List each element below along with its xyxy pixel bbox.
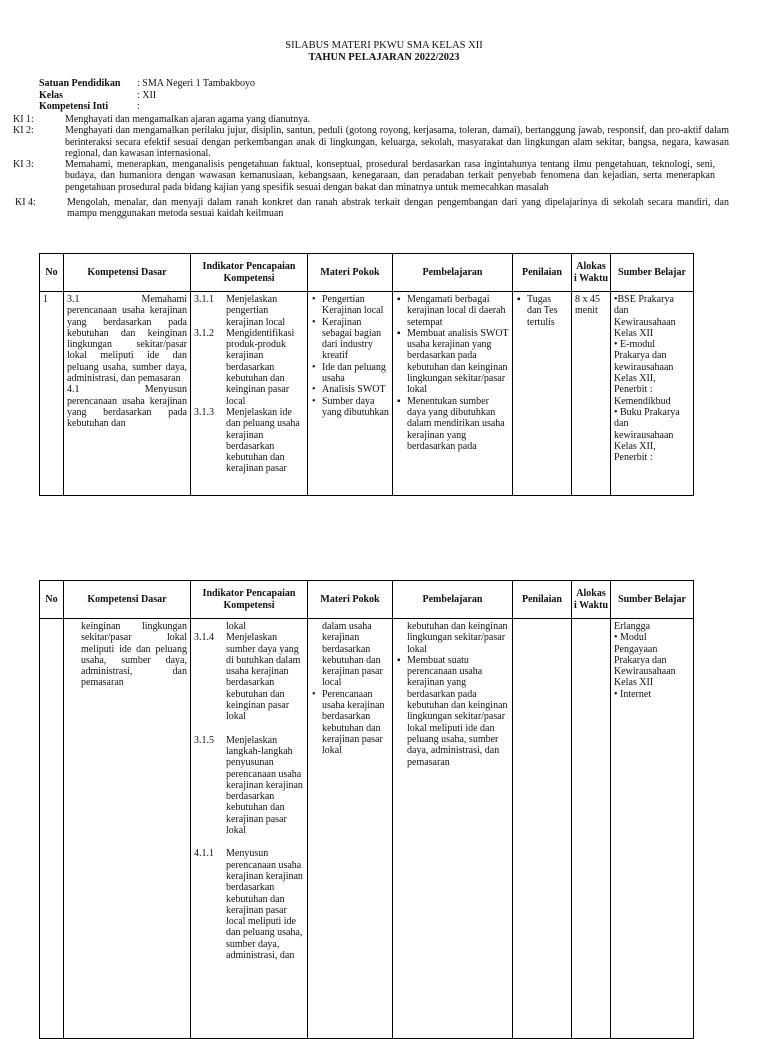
header-pembelajaran: Pembelajaran (393, 254, 513, 292)
indikator-item: 3.1.1 Menjelaskan pengertian kerajinan local (194, 294, 286, 328)
header-materi: Materi Pokok (308, 254, 393, 292)
pembelajaran-continuation: kebutuhan dan keinginan lingkungan sekitar/pasar lokal (407, 621, 508, 655)
document-title: SILABUS MATERI PKWU SMA KELAS XII (285, 40, 483, 51)
table-header-row (40, 254, 694, 292)
cell-sumber (611, 292, 694, 496)
header-no: No (40, 254, 64, 292)
cell-kd (64, 619, 191, 1039)
cell-indikator (191, 619, 308, 1039)
list-item: • Pengertian Kerajinan local (322, 294, 389, 317)
header-sumber: Sumber Belajar (611, 581, 694, 619)
materi-list (311, 689, 389, 757)
cell-sumber (611, 619, 694, 1039)
document-subtitle: TAHUN PELAJARAN 2022/2023 (308, 52, 460, 63)
ki-2: KI 2: Menghayati dan mengamalkan perilaku jujur, disiplin, santun, peduli (gotong royong, kerjasama, toleran, damai), bertanggung jawab, responsif, dan pro-aktif dalam berinteraksi secara efektif sesuai dengan perkembangan anak di lingkungan, keluarga, sekolah, masyarakat dan lingkungan alam sekitar, bangsa, negara, kawasan regional, dan kawasan internasional. (13, 125, 729, 159)
satuan-label: Satuan Pendidikan (39, 78, 121, 89)
list-item: • Kerajinan sebagai bagian dari industry kreatif (322, 317, 389, 362)
sumber-item: • Buku Prakarya dan kewirausahaan Kelas XII, Penerbit : (614, 406, 680, 464)
indikator-item: 3.1.2 Mengidentifikasi produk-produk kerajinan berdasarkan kebutuhan dan keinginan pasar local (194, 327, 295, 407)
cell-pembelajaran (393, 619, 513, 1039)
kelas-value: : XII (137, 89, 157, 101)
cell-pembelajaran (393, 292, 513, 496)
indikator-item: 3.1.3 Menjelaskan ide dan peluang usaha kerajinan berdasarkan kebutuhan dan kerajinan pasar (194, 406, 300, 475)
indikator-item: 3.1.5 Menjelaskan langkah-langkah penyusunan perencanaan usaha kerajinan kerajinan berdasarkan kebutuhan dan kerajinan pasar lokal (194, 734, 303, 837)
cell-no (40, 619, 64, 1039)
sumber-item: • E-modul Prakarya dan kewirausahaan Kelas XII, Penerbit : Kemendikbud (614, 339, 674, 407)
penilaian-list (516, 294, 568, 328)
cell-kd (64, 292, 191, 496)
list-item: • Analisis SWOT (322, 384, 389, 395)
header-ipk: Indikator Pencapaian Kompetensi (191, 254, 308, 292)
table-row (40, 292, 694, 496)
kd-4-1: 4.1 Menyusun perencanaan usaha kerajinan yang berdasarkan pada kebutuhan dan (67, 384, 187, 430)
ki-label: Kompetensi Inti (39, 101, 109, 112)
cell-penilaian (513, 619, 572, 1039)
header-no: No (40, 581, 64, 619)
sumber-item: Erlangga (614, 621, 651, 632)
list-item: • Perencanaan usaha kerajinan berdasarkan kebutuhan dan kerajinan pasar lokal (322, 689, 389, 757)
indikator-continuation: lokal (226, 621, 246, 632)
ki-value: : (137, 101, 140, 112)
header-kd: Kompetensi Dasar (64, 581, 191, 619)
cell-alokasi (572, 619, 611, 1039)
header-penilaian: Penilaian (513, 581, 572, 619)
ki-4: KI 4: Mengolah, menalar, dan menyaji dalam ranah konkret dan ranah abstrak terkait dengan pengembangan dari yang dipelajarinya di sekolah secara mandiri, dan mampu menggunakan metoda sesuai kaidah keilmuan (15, 197, 729, 220)
ki-3: KI 3: Memahami, menerapkan, menganalisis pengetahuan faktual, konseptual, prosedural berdasarkan rasa ingintahunya tentang ilmu pengetahuan, teknologi, seni, budaya, dan humaniora dengan wawasan kemanusiaan, kebangsaan, kenegaraan, dan peradaban terkait penyebab fenomena dan kejadian, serta menerapkan pengetahuan prosedural pada bidang kajian yang spesifik sesuai dengan bakat dan minatnya untuk memecahkan masalah (13, 159, 715, 193)
header-kd: Kompetensi Dasar (64, 254, 191, 292)
table-header-row (40, 581, 694, 619)
kd-3-1: 3.1 Memahami perencanaan usaha kerajinan yang berdasarkan pada kebutuhan dan keinginan lingkungan sekitar/pasar lokal meliputi ide dan peluang usaha, sumber daya, administrasi, dan pemasaran (67, 294, 187, 385)
syllabus-table-2 (39, 580, 694, 1039)
cell-indikator (191, 292, 308, 496)
indikator-item: 4.1.1 Menyusun perencanaan usaha kerajinan kerajinan berdasarkan kebutuhan dan kerajinan pasar local meliputi ide dan peluang usaha, sumber daya, administrasi, dan (194, 848, 303, 962)
sumber-item: •BSE Prakarya dan Kewirausahaan Kelas XII (614, 294, 676, 339)
list-item: ▪ Mengamati berbagai kerajinan local di daerah setempat (407, 294, 509, 328)
list-item: ▪ Membuat analisis SWOT usaha kerajinan yang berdasarkan pada kebutuhan dan keinginan lingkungan sekitar/pasar lokal (407, 328, 509, 396)
cell-penilaian (513, 292, 572, 496)
ki-1: KI 1: Menghayati dan mengamalkan ajaran agama yang dianutnya. (13, 114, 311, 125)
materi-continuation: dalam usaha kerajinan berdasarkan kebutuhan dan kerajinan pasar local (322, 621, 383, 689)
header-alokasi: Alokas i Waktu (572, 254, 611, 292)
header-sumber: Sumber Belajar (611, 254, 694, 292)
sumber-item: • Modul Pengayaan Prakarya dan Kewirausahaan Kelas XII (614, 632, 676, 689)
ki-list (13, 114, 729, 220)
cell-alokasi: 8 x 45 menit (572, 292, 611, 496)
sumber-item: • Internet (614, 688, 652, 700)
indikator-item: 3.1.4 Menjelaskan sumber daya yang di butuhkan dalam usaha kerajinan berdasarkan kebutuhan dan keinginan pasar lokal (194, 632, 301, 723)
identity-block (39, 78, 255, 113)
satuan-value: : SMA Negeri 1 Tambakboyo (137, 78, 255, 89)
list-item: ▪ Tugas dan Tes tertulis (527, 294, 568, 328)
header-ipk: Indikator Pencapaian Kompetensi (191, 581, 308, 619)
syllabus-table-1 (39, 253, 694, 496)
kd-continuation: keinginan lingkungan sekitar/pasar lokal meliputi ide dan peluang usaha, sumber daya, administrasi, dan pemasaran (81, 621, 187, 689)
cell-materi (308, 619, 393, 1039)
list-item: ▪ Membuat suatu perencanaan usaha kerajinan yang berdasarkan pada kebutuhan dan keinginan lingkungan sekitar/pasar lokal meliputi ide dan peluang usaha, sumber daya, administrasi, dan pemasaran (407, 655, 509, 768)
table-row (40, 619, 694, 1039)
list-item: • Sumber daya yang dibutuhkan (322, 396, 389, 419)
pembelajaran-list (396, 294, 509, 452)
list-item: • Ide dan peluang usaha (322, 362, 389, 385)
list-item: ▪ Menentukan sumber daya yang dibutuhkan dalam mendirikan usaha kerajinan yang berdasarkan pada (407, 396, 509, 452)
header-alokasi: Alokas i Waktu (572, 581, 611, 619)
cell-no: 1 (40, 292, 64, 496)
materi-list (311, 294, 389, 418)
header-materi: Materi Pokok (308, 581, 393, 619)
header-penilaian: Penilaian (513, 254, 572, 292)
pembelajaran-list (396, 655, 509, 768)
header-pembelajaran: Pembelajaran (393, 581, 513, 619)
cell-materi (308, 292, 393, 496)
kelas-label: Kelas (39, 89, 63, 101)
